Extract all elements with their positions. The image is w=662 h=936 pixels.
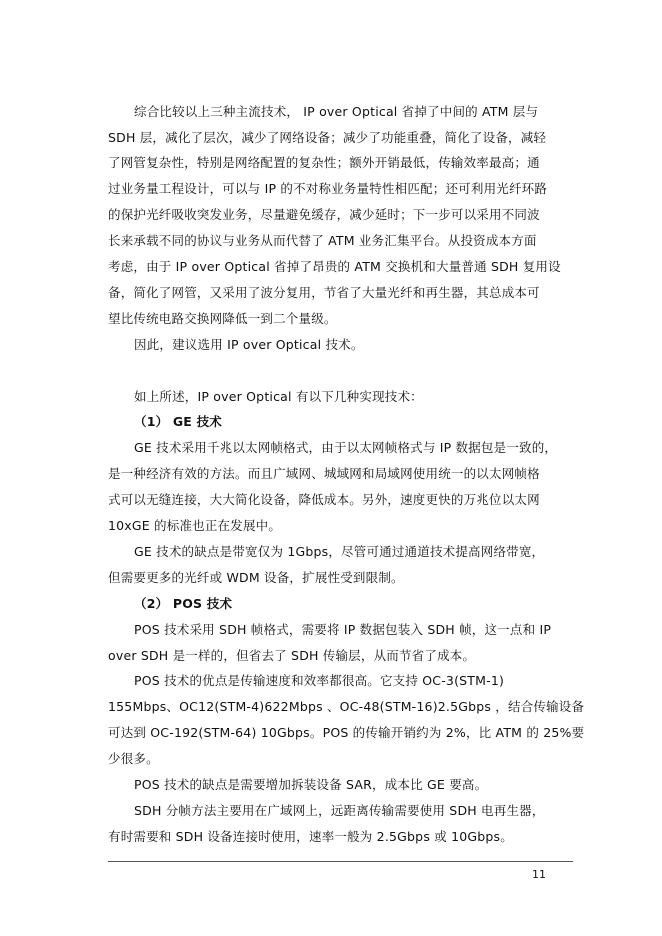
- paragraph-line: 因此，建议选用 IP over Optical 技术。: [134, 337, 364, 352]
- section-heading: （1） GE 技术: [134, 414, 223, 429]
- footer-rule: [108, 861, 573, 862]
- paragraph-line: 了网管复杂性，特别是网络配置的复杂性；额外开销最低，传输效率最高；通: [108, 155, 540, 170]
- paragraph-line: over SDH 是一样的，但省去了 SDH 传输层，从而节省了成本。: [108, 648, 476, 663]
- paragraph-line: SDH 分帧方法主要用在广域网上，远距离传输需要使用 SDH 电再生器，: [134, 803, 545, 818]
- paragraph-line: 式可以无缝连接，大大简化设备，降低成本。另外，速度更快的万兆位以太网: [108, 492, 540, 507]
- paragraph-line: 过业务量工程设计，可以与 IP 的不对称业务量特性相匹配；还可利用光纤环路: [108, 181, 548, 196]
- paragraph-line: 备，简化了网管，又采用了波分复用，节省了大量光纤和再生器，其总成本可: [108, 285, 540, 300]
- paragraph-line: 有时需要和 SDH 设备连接时使用，速率一般为 2.5Gbps 或 10Gbps。: [108, 829, 513, 844]
- paragraph-line: 少很多。: [108, 751, 159, 766]
- paragraph-line: POS 技术采用 SDH 帧格式，需要将 IP 数据包装入 SDH 帧，这一点和 IP: [134, 622, 552, 637]
- section-heading: （2） POS 技术: [134, 596, 233, 611]
- paragraph-line: 望比传统电路交换网降低一到二个量级。: [108, 311, 337, 326]
- paragraph-line: 但需要更多的光纤或 WDM 设备，扩展性受到限制。: [108, 570, 404, 585]
- paragraph-line: GE 技术采用千兆以太网帧格式，由于以太网帧格式与 IP 数据包是一致的，: [134, 440, 558, 455]
- paragraph-line: 的保护光纤吸收突发业务，尽量避免缓存，减少延时；下一步可以采用不同波: [108, 207, 540, 222]
- paragraph-line: 155Mbps、OC12(STM-4)622Mbps 、OC-48(STM-16)2.5Gbps ，结合传输设备: [108, 699, 585, 714]
- paragraph-line: SDH 层，减化了层次，减少了网络设备；减少了功能重叠，简化了设备，减轻: [108, 130, 547, 145]
- page-number: 11: [532, 868, 546, 881]
- paragraph-line: 10xGE 的标准也正在发展中。: [108, 518, 282, 533]
- paragraph-line: GE 技术的缺点是带宽仅为 1Gbps，尽管可通过通道技术提高网络带宽，: [134, 544, 545, 559]
- paragraph-line: 如上所述，IP over Optical 有以下几种实现技术：: [134, 389, 423, 404]
- paragraph-line: 考虑，由于 IP over Optical 省掉了昂贵的 ATM 交换机和大量普通 SDH 复用设: [108, 259, 561, 274]
- paragraph-line: 长来承载不同的协议与业务从而代替了 ATM 业务汇集平台。从投资成本方面: [108, 233, 537, 248]
- paragraph-line: POS 技术的优点是传输速度和效率都很高。它支持 OC-3(STM-1): [134, 673, 505, 688]
- paragraph-line: 可达到 OC-192(STM-64) 10Gbps。POS 的传输开销约为 2%，比 ATM 的 25%要: [108, 725, 585, 740]
- paragraph-line: 综合比较以上三种主流技术， IP over Optical 省掉了中间的 ATM 层与: [134, 104, 539, 119]
- paragraph-line: 是一种经济有效的方法。而且广域网、城域网和局域网使用统一的以太网帧格: [108, 466, 540, 481]
- paragraph-line: POS 技术的缺点是需要增加拆装设备 SAR，成本比 GE 要高。: [134, 777, 488, 792]
